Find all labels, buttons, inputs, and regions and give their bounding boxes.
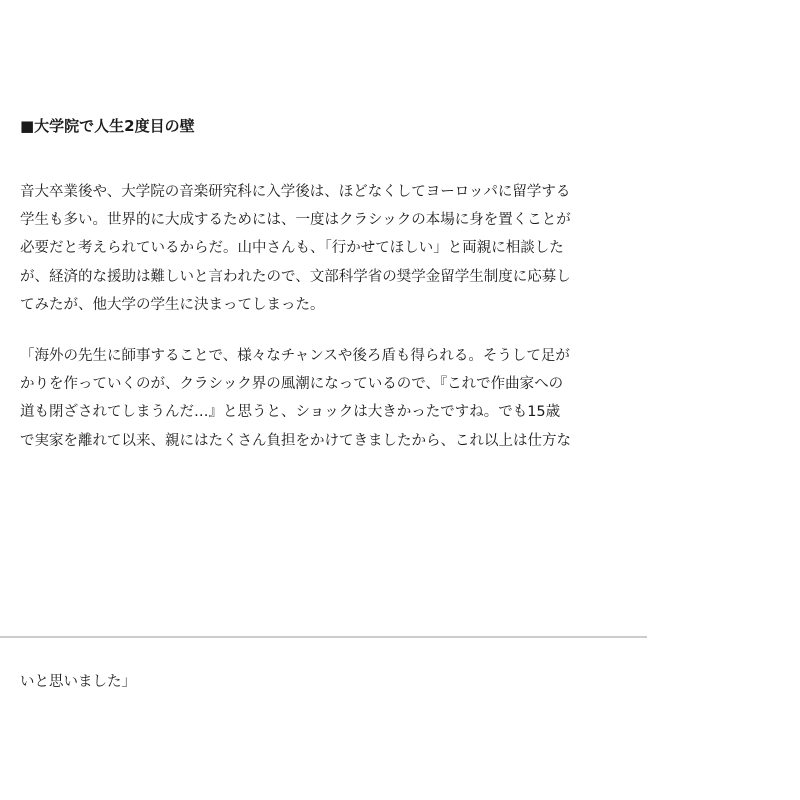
paragraph-1 xyxy=(20,178,620,319)
paragraph-line: 学生も多い。世界的に大成するためには、一度はクラシックの本場に身を置くことが xyxy=(20,212,571,229)
paragraph-line: かりを作っていくのが、クラシック界の風潮になっているので、『これで作曲家への xyxy=(20,376,564,393)
paragraph-line: で実家を離れて以来、親にはたくさん負担をかけてきましたから、これ以上は仕方な xyxy=(20,432,571,449)
page-divider xyxy=(0,636,647,638)
paragraph-3-quote-continued xyxy=(20,668,620,696)
paragraph-line: 「海外の先生に師事することで、様々なチャンスや後ろ盾も得られる。そうして足が xyxy=(20,348,570,364)
paragraph-line: 道も閉ざされてしまうんだ…』と思うと、ショックは大きかったですね。でも15歳 xyxy=(20,404,561,421)
paragraph-line: てみたが、他大学の学生に決まってしまった。 xyxy=(20,296,325,313)
paragraph-line: 必要だと考えられているからだ。山中さんも、「行かせてほしい」と両親に相談した xyxy=(20,240,564,257)
paragraph-line: いと思いました」 xyxy=(20,674,136,690)
paragraph-line: が、経済的な援助は難しいと言われたので、文部科学省の奨学金留学生制度に応募し xyxy=(20,268,571,285)
paragraph-line: 音大卒業後や、大学院の音楽研究科に入学後は、ほどなくしてヨーロッパに留学する xyxy=(20,184,571,200)
paragraph-2-quote xyxy=(20,342,620,455)
section-heading: ■大学院で人生2度目の壁 xyxy=(20,117,195,135)
